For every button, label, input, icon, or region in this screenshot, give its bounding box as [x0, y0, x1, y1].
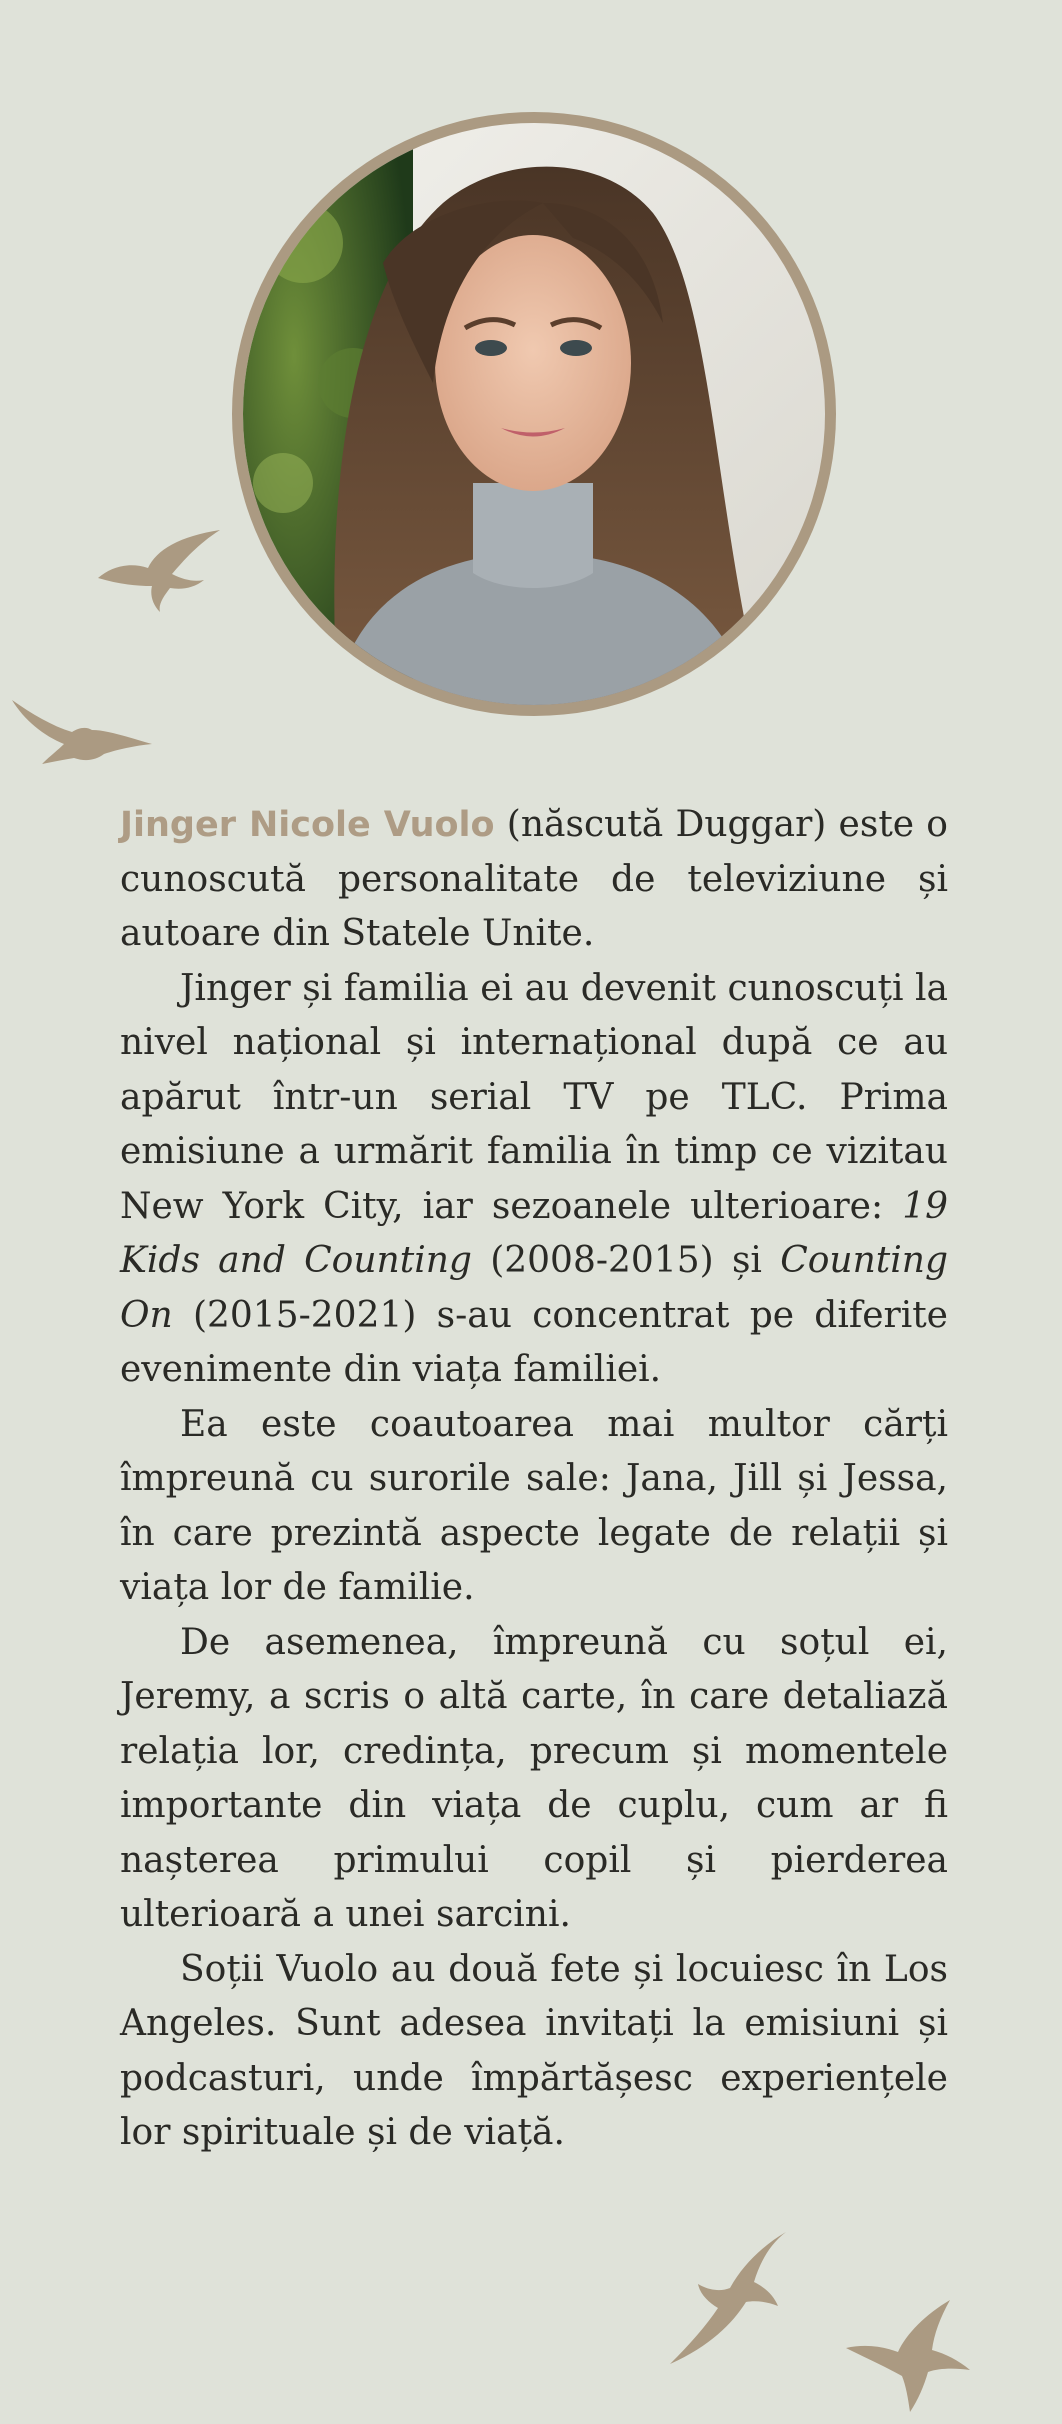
show-title-19-kids: 19 Kids and Counting	[120, 1185, 948, 1281]
bio-paragraph-3: Ea este coautoarea mai multor cărți împreună cu surorile sale: Jana, Jill și Jessa, în care prezintă aspecte legate de relații și viața lor de familie.	[120, 1403, 948, 1608]
bird-icon	[12, 700, 152, 764]
author-name: Jinger Nicole Vuolo	[120, 805, 495, 845]
bird-icon	[98, 530, 226, 612]
bio-paragraph-2-text-2: (2008-2015) și	[471, 1240, 781, 1281]
bird-icon	[846, 2300, 970, 2412]
author-photo	[243, 123, 825, 705]
bio-paragraph-1	[120, 798, 948, 962]
bio-paragraph-4: De asemenea, împreună cu soțul ei, Jeremy, a scris o altă carte, în care detaliază relația lor, credința, precum și momentele importante din viața de cuplu, cum ar fi nașterea primului copil și pierderea ulterioară a unei sarcini.	[120, 1621, 948, 1935]
bio-paragraph-2	[120, 962, 948, 1398]
author-portrait-frame	[232, 112, 836, 716]
bird-icon	[670, 2232, 786, 2364]
show-title-counting-on: Counting On	[120, 1240, 948, 1336]
bio-paragraph-1-text: (născută Duggar) este o cunoscută personalitate de televiziune și autoare din Statele Unite.	[120, 804, 948, 954]
bio-paragraph-2-text-1: Jinger și familia ei au devenit cunoscuți la nivel național și internațional după ce au apărut într-un serial TV pe TLC. Prima emisiune a urmărit familia în timp ce vizitau New York City, iar sezoanele ulterioare:	[120, 967, 948, 1227]
bio-paragraph-2-text-3: (2015-2021) s-au concentrat pe diferite evenimente din viața familiei.	[120, 1294, 948, 1390]
bio-paragraph-5: Soții Vuolo au două fete și locuiesc în Los Angeles. Sunt adesea invitați la emisiuni și podcasturi, unde împărtășesc experiențele lor spirituale și de viață.	[120, 1948, 948, 2153]
author-biography	[120, 798, 948, 2161]
